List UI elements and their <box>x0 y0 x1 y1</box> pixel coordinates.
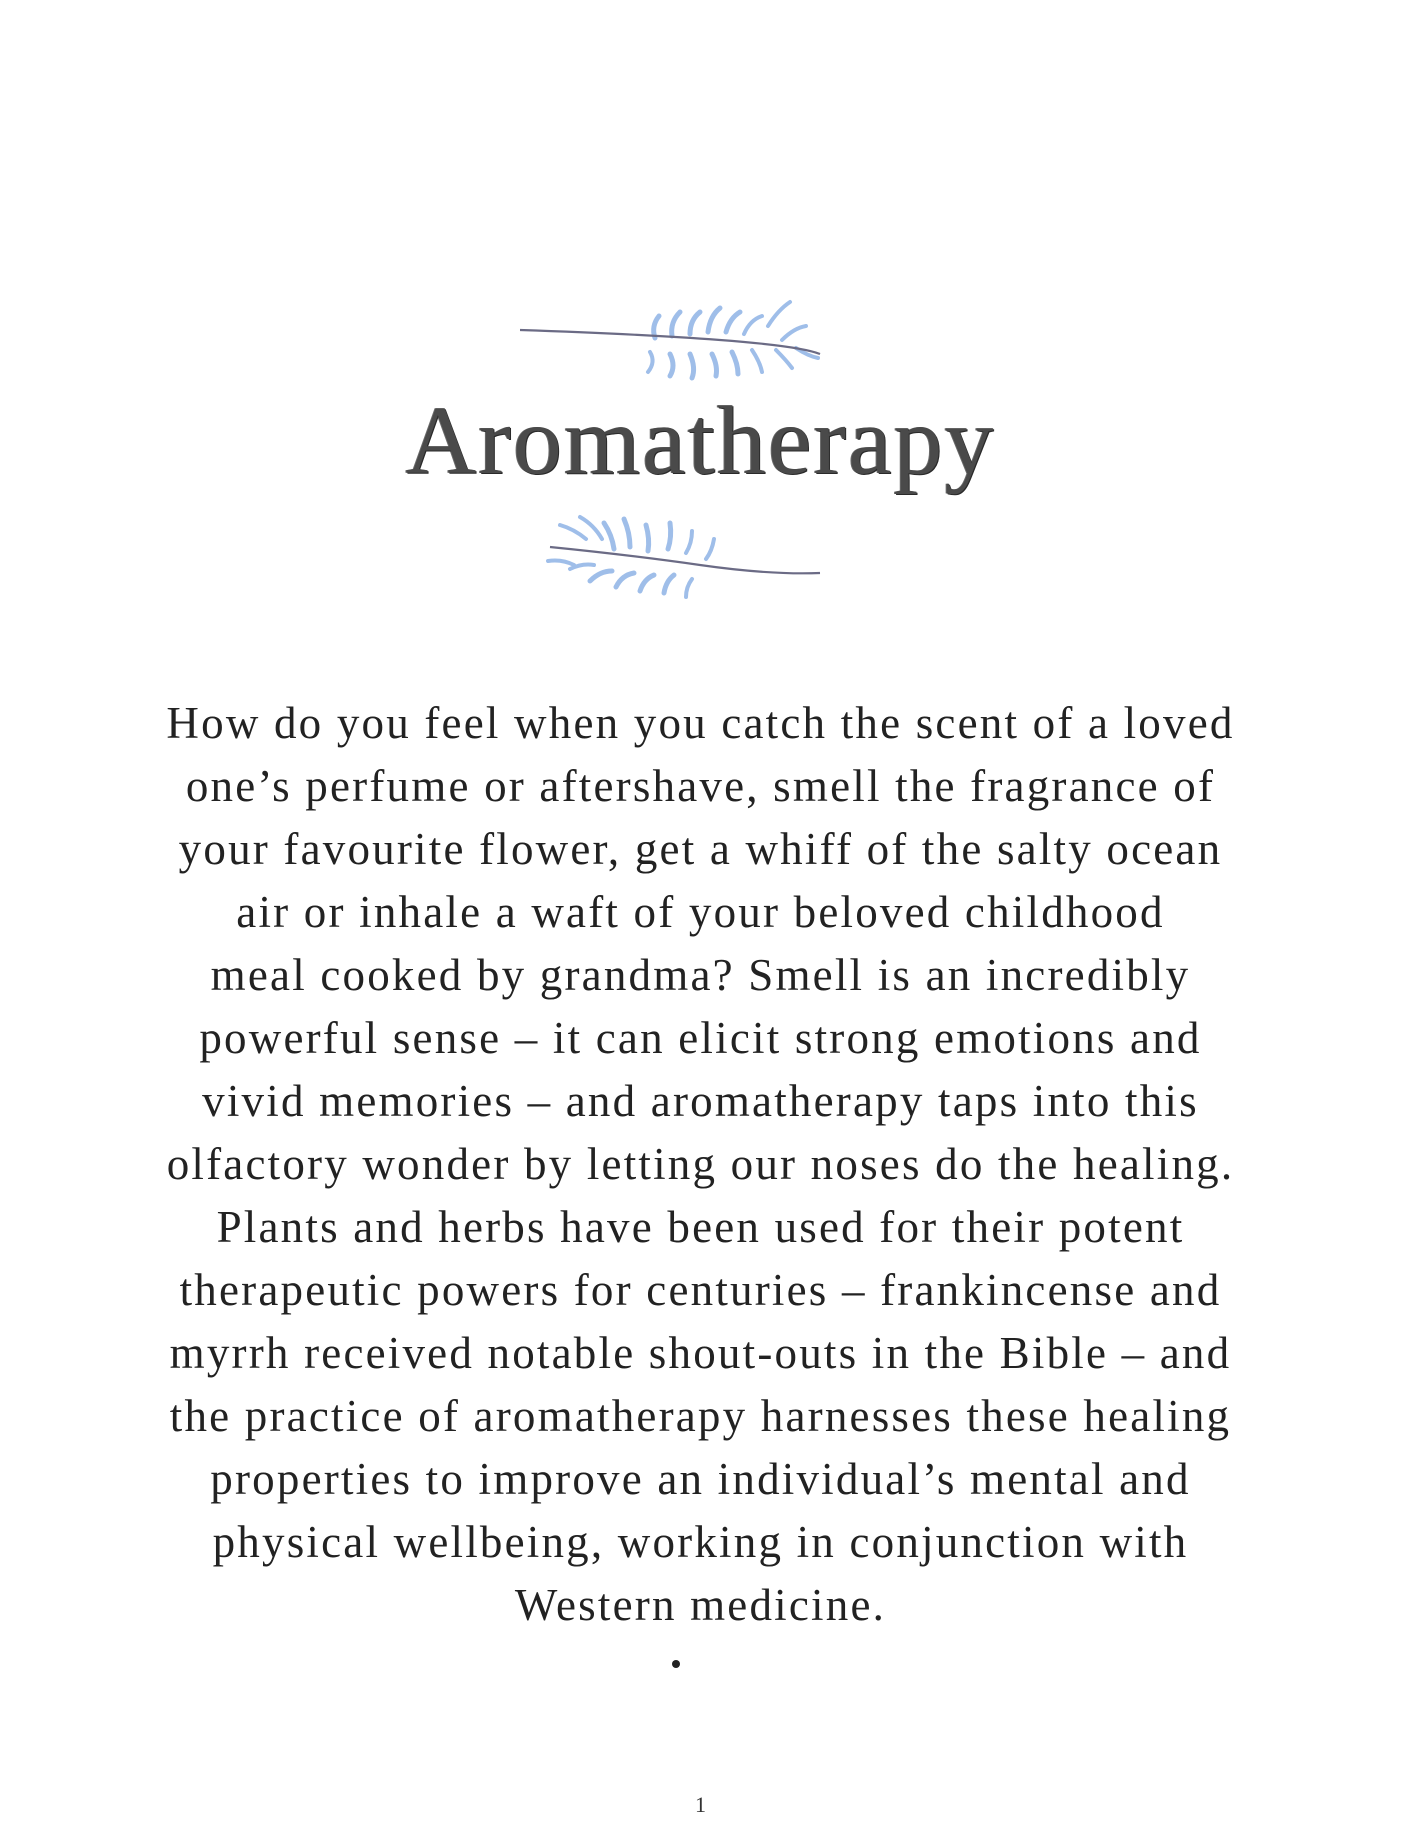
page-title: Aromatherapy <box>405 387 996 495</box>
body-paragraph <box>100 692 1301 1637</box>
body-line: therapeutic powers for centuries – frankincense and <box>179 1265 1222 1315</box>
body-line: physical wellbeing, working in conjunction with <box>212 1517 1189 1567</box>
body-line: How do you feel when you catch the scent of a loved <box>166 698 1235 748</box>
section-end-dot <box>672 1660 680 1668</box>
body-line: meal cooked by grandma? Smell is an incredibly <box>210 950 1191 1000</box>
body-line: your favourite flower, get a whiff of the salty ocean <box>178 824 1223 874</box>
body-line: vivid memories – and aromatherapy taps into this <box>202 1076 1199 1126</box>
body-line: properties to improve an individual’s mental and <box>210 1454 1191 1504</box>
body-line: myrrh received notable shout-outs in the Bible – and <box>169 1328 1232 1378</box>
body-line: powerful sense – it can elicit strong emotions and <box>199 1013 1202 1063</box>
body-line: olfactory wonder by letting our noses do the healing. <box>166 1139 1235 1189</box>
page-number: 1 <box>695 1792 706 1817</box>
sprig-bottom-icon <box>520 505 850 625</box>
body-line: one’s perfume or aftershave, smell the fragrance of <box>185 761 1216 811</box>
body-line: air or inhale a waft of your beloved childhood <box>236 887 1165 937</box>
body-line: Western medicine. <box>514 1580 887 1630</box>
body-line: the practice of aromatherapy harnesses these healing <box>169 1391 1232 1441</box>
body-line: Plants and herbs have been used for their potent <box>216 1202 1185 1252</box>
